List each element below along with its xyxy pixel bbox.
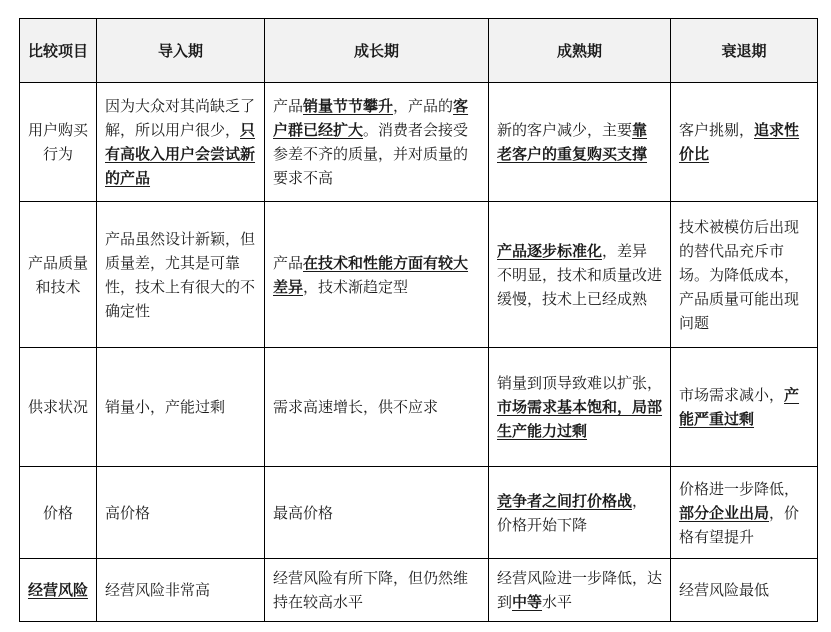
row-label [20,559,97,622]
emphasis-text: 竞争者之间打价格战 [497,491,633,510]
cell-growth [265,348,489,467]
header-introduction-stage: 导入期 [97,19,265,83]
text-segment: 技术被模仿后出现的替代品充斥市场。为降低成本，产品质量可能出现问题 [679,217,800,332]
text-segment: 价格 [42,503,73,522]
row-label [20,348,97,467]
row-label [20,467,97,559]
text-segment: 供求状况 [27,398,88,416]
emphasis-text: 部分企业出局 [679,503,770,522]
text-segment: 需求高速增长，供不应求 [273,398,439,416]
text-segment: 产品 [273,97,304,115]
cell-decline [671,348,818,467]
cell-growth [265,559,489,622]
cell-maturity [489,559,671,622]
text-segment: 最高价格 [273,503,334,522]
text-segment: 销量到顶导致难以扩张， [497,374,663,392]
row-label [20,202,97,348]
header-growth-stage: 成长期 [265,19,489,83]
text-segment: ，产品的 [393,97,454,115]
emphasis-text: 销量节节攀升 [303,97,394,115]
text-segment: ，技术渐趋定型 [303,277,409,296]
cell-introduction [97,559,265,622]
cell-growth [265,83,489,202]
emphasis-text: 产品逐步标准化 [497,241,603,260]
text-segment: 水平 [542,593,573,611]
text-segment: 价格进一步降低， [679,479,800,498]
emphasis-text: 靠老客户的重复购买支撑 [497,121,648,163]
text-segment: 用户购买行为 [27,121,88,163]
cell-decline [671,467,818,559]
text-segment: ，差异不明显，技术和质量改进缓慢，技术上已经成熟 [497,241,663,308]
text-segment: 销量小，产能过剩 [105,398,226,416]
text-segment: 。消费者会接受参差不齐的质量，并对质量的要求不高 [273,121,469,187]
cell-decline [671,83,818,202]
cell-growth [265,202,489,348]
cell-introduction [97,348,265,467]
text-segment: 高价格 [105,503,151,522]
emphasis-text: 只有高收入用户会尝试新的产品 [105,121,256,187]
row-user-purchase-behavior [20,83,818,202]
row-operating-risk [20,559,818,622]
cell-growth [265,467,489,559]
emphasis-text: 追求性价比 [679,121,800,163]
cell-maturity [489,348,671,467]
cell-decline [671,202,818,348]
text-segment: 产品质量和技术 [27,253,88,296]
cell-maturity [489,202,671,348]
cell-introduction [97,467,265,559]
emphasis-text: 中等 [512,593,543,611]
text-segment: ，价格开始下降 [497,491,648,534]
emphasis-text: 在技术和性能方面有较大差异 [273,253,469,296]
text-segment: 市场需求减小， [679,386,785,404]
row-label [20,83,97,202]
cell-introduction [97,83,265,202]
cell-decline [671,559,818,622]
row-price [20,467,818,559]
row-supply-demand [20,348,818,467]
text-segment: ，价格有望提升 [679,503,800,546]
emphasis-text: 市场需求基本饱和，局部生产能力过剩 [497,398,663,440]
text-segment: 新的客户减少，主要 [497,121,633,139]
row-product-quality-technology [20,202,818,348]
text-segment: 产品 [273,253,304,272]
cell-maturity [489,83,671,202]
text-segment: 经营风险非常高 [105,581,211,599]
emphasis-text: 客户群已经扩大 [273,97,469,139]
emphasis-text: 产能严重过剩 [679,386,800,428]
text-segment: 客户挑剔， [679,121,755,139]
header-compare-item: 比较项目 [20,19,97,83]
header-row [20,19,818,83]
lifecycle-comparison-table [19,18,818,622]
cell-introduction [97,202,265,348]
emphasis-text: 经营风险 [27,581,88,599]
text-segment: 经营风险最低 [679,581,770,599]
text-segment: 经营风险进一步降低，达到 [497,569,663,611]
cell-maturity [489,467,671,559]
header-decline-stage: 衰退期 [671,19,818,83]
text-segment: 产品虽然设计新颖，但质量差，尤其是可靠性，技术上有很大的不确定性 [105,229,256,320]
text-segment: 经营风险有所下降，但仍然维持在较高水平 [273,569,469,611]
header-maturity-stage: 成熟期 [489,19,671,83]
text-segment: 因为大众对其尚缺乏了解，所以用户很少， [105,97,256,139]
